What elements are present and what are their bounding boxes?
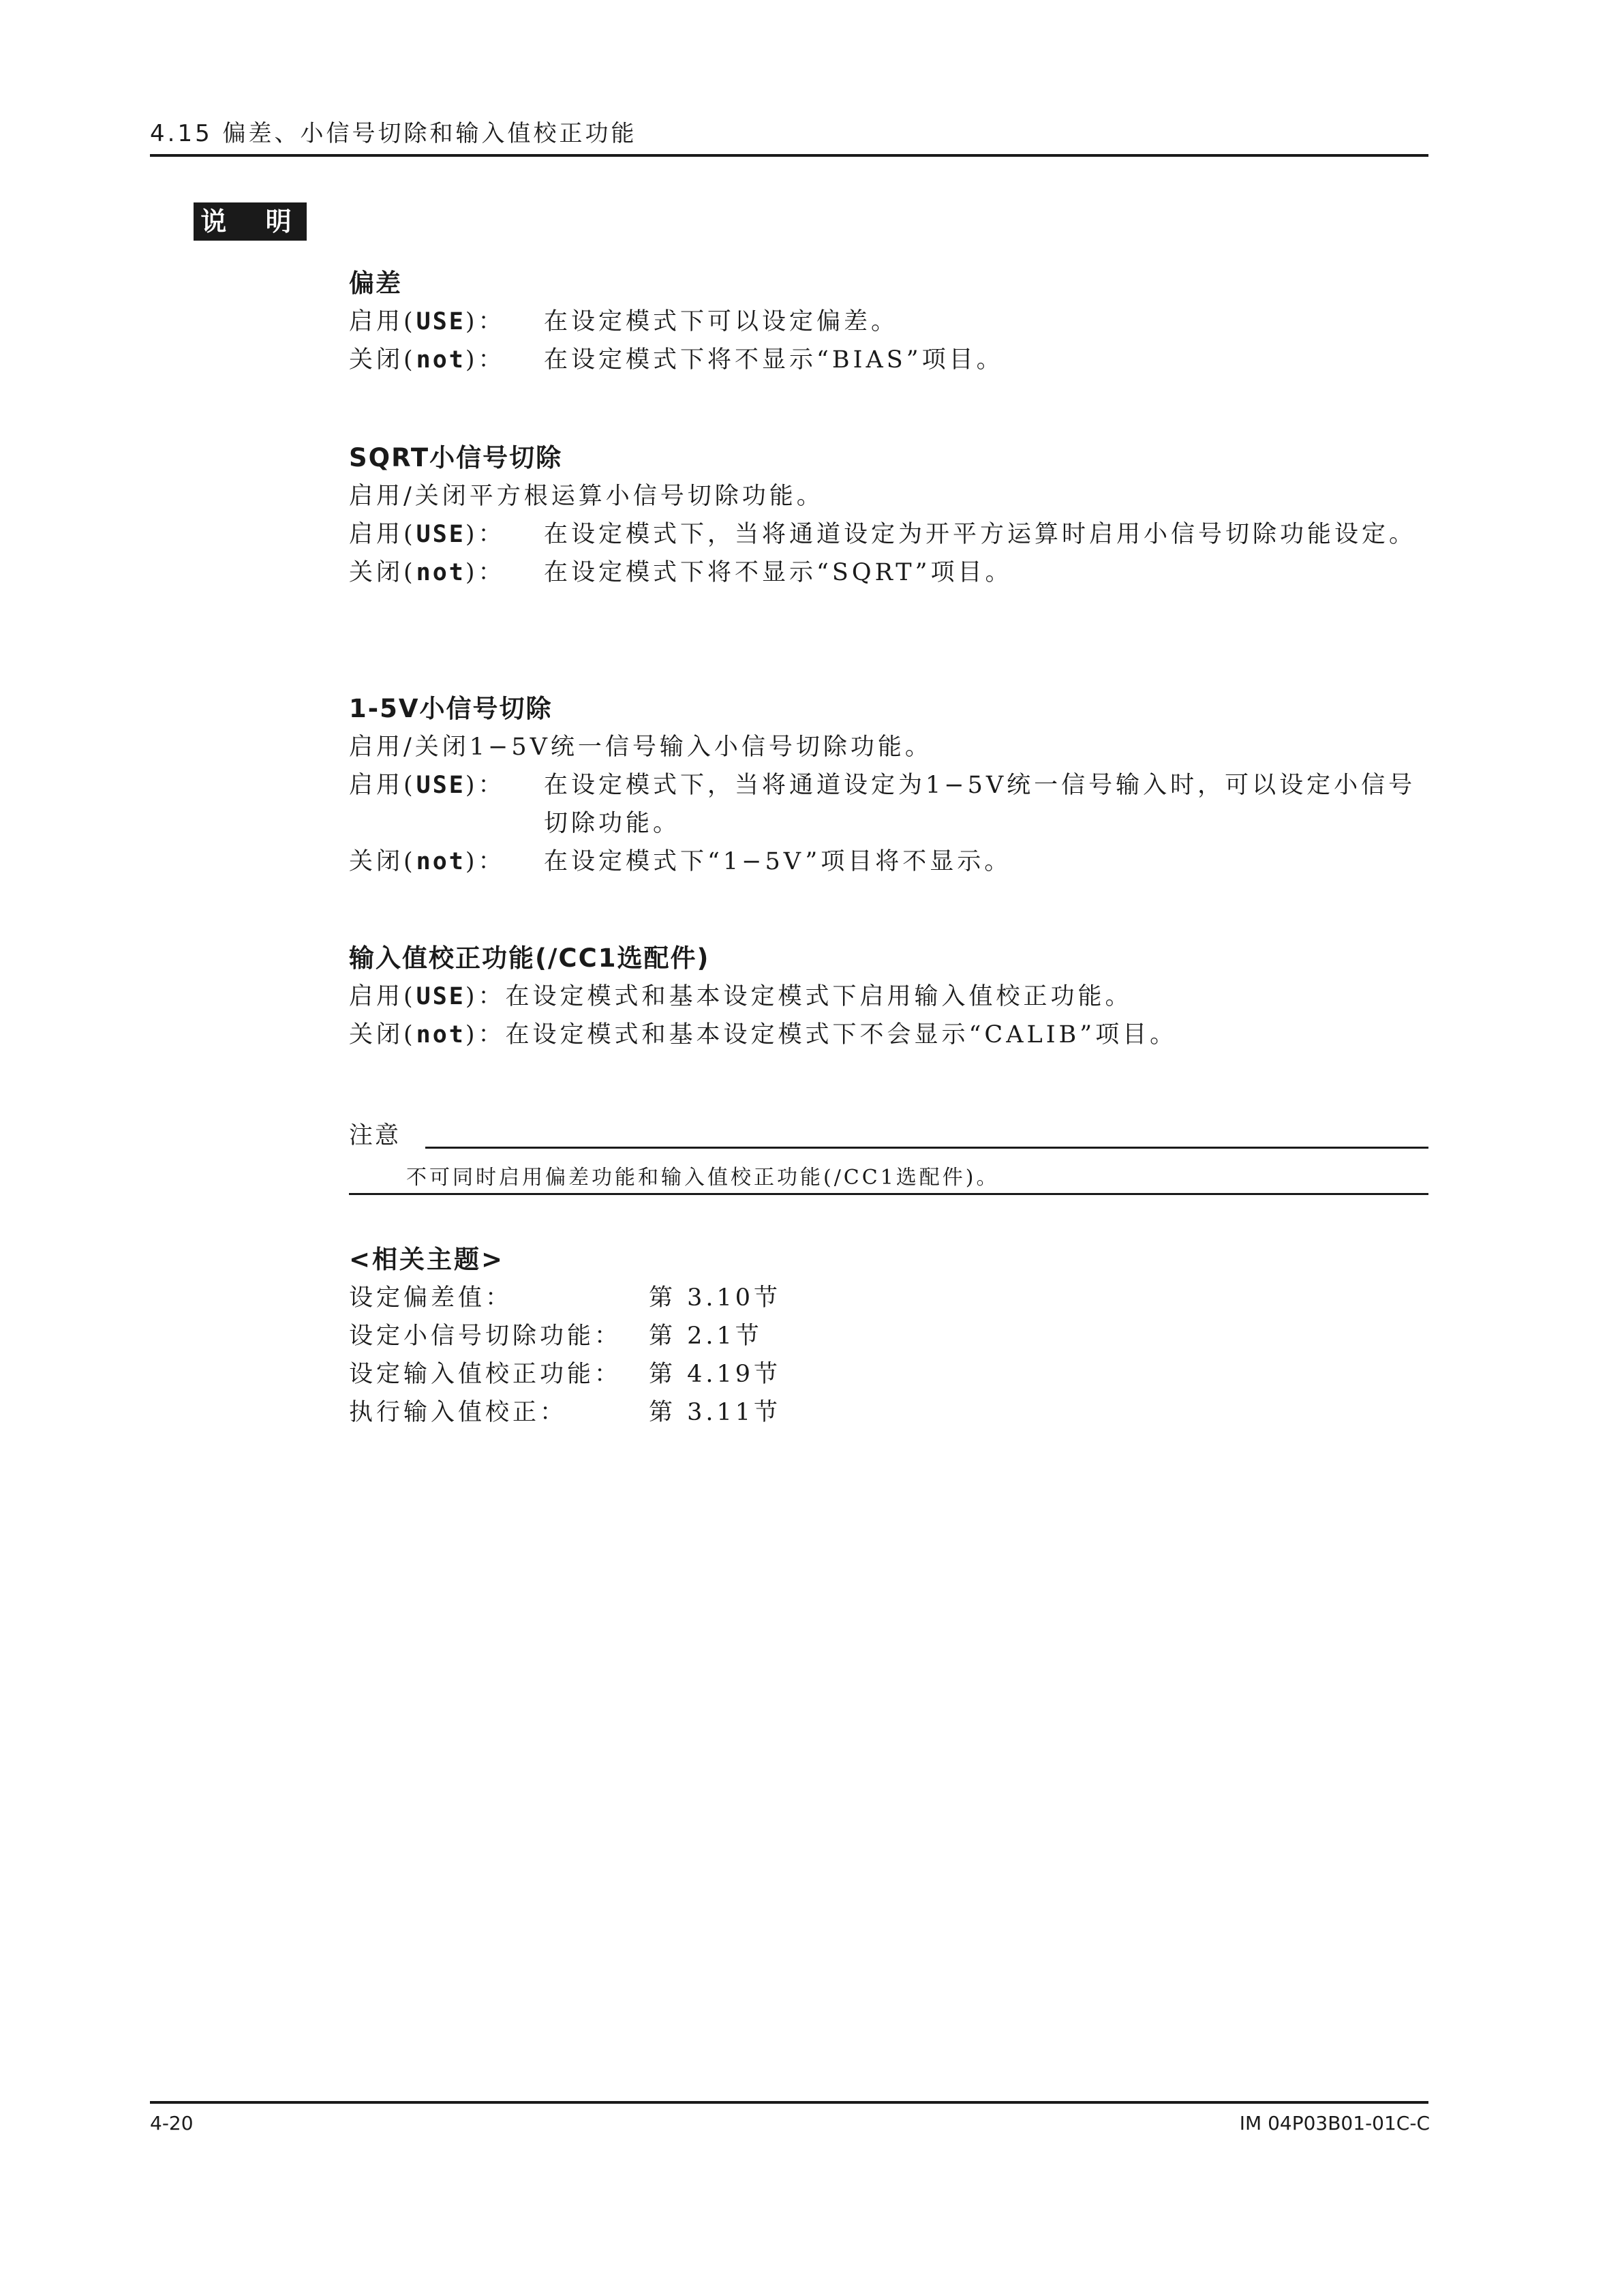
sqrt-off-row <box>349 554 1428 592</box>
sqrt-on-text: 在设定模式下，当将通道设定为开平方运算时启用小信号切除功能设定。 <box>544 521 1417 548</box>
related-topic: 设定小信号切除功能： <box>349 1323 622 1350</box>
related-topic: 执行输入值校正： <box>349 1399 568 1426</box>
lcd-use-text: USE <box>416 772 465 799</box>
related-item <box>349 1317 781 1355</box>
sqrt-on-row <box>349 515 1428 554</box>
calib-on-line: 启用(USE)：在设定模式和基本设定模式下启用输入值校正功能。 <box>349 983 1133 1010</box>
sqrt-section <box>349 439 1428 592</box>
bias-on-text: 在设定模式下可以设定偏差。 <box>544 308 899 335</box>
bias-title: 偏差 <box>349 269 402 298</box>
note-rule-top <box>425 1147 1428 1149</box>
note-rule-bottom <box>349 1193 1428 1195</box>
v15-section <box>349 690 1428 881</box>
sqrt-off-text: 在设定模式下将不显示“SQRT”项目。 <box>544 559 1013 586</box>
related-ref: 第 3.10节 <box>649 1284 782 1312</box>
bias-off-text: 在设定模式下将不显示“BIAS”项目。 <box>544 346 1004 374</box>
lcd-use-text: USE <box>416 308 465 335</box>
related-ref: 第 3.11节 <box>649 1399 782 1426</box>
bias-on-row <box>349 303 1428 341</box>
sqrt-off-label: 关闭(not)： <box>349 559 506 586</box>
bias-section <box>349 265 1428 379</box>
footer-rule <box>150 2101 1428 2104</box>
related-item <box>349 1393 781 1432</box>
related-topic: 设定输入值校正功能： <box>349 1361 622 1388</box>
page-number: 4-20 <box>150 2112 194 2134</box>
sqrt-on-label: 启用(USE)： <box>349 521 506 548</box>
document-code: IM 04P03B01-01C-C <box>1239 2112 1430 2134</box>
related-title: <相关主题> <box>349 1245 505 1274</box>
related-ref: 第 4.19节 <box>649 1361 782 1388</box>
calib-off-line: 关闭(not)：在设定模式和基本设定模式下不会显示“CALIB”项目。 <box>349 1021 1178 1048</box>
v15-on-label: 启用(USE)： <box>349 772 506 799</box>
v15-title: 1-5V小信号切除 <box>349 694 553 723</box>
lcd-use-text: USE <box>416 983 465 1010</box>
bias-off-row <box>349 341 1428 379</box>
v15-off-label: 关闭(not)： <box>349 848 506 875</box>
lcd-use-text: USE <box>416 521 465 548</box>
lcd-not-text: not <box>416 559 465 586</box>
v15-off-text: 在设定模式下“1−5V”项目将不显示。 <box>544 848 1012 875</box>
header-rule <box>150 154 1428 157</box>
related-item <box>349 1279 781 1317</box>
related-ref: 第 2.1节 <box>649 1323 763 1350</box>
v15-on-text: 在设定模式下，当将通道设定为1−5V统一信号输入时，可以设定小信号切除功能。 <box>544 772 1416 837</box>
sqrt-intro: 启用/关闭平方根运算小信号切除功能。 <box>349 483 824 510</box>
calib-off-text: 在设定模式和基本设定模式下不会显示“CALIB”项目。 <box>505 1021 1178 1048</box>
lcd-not-text: not <box>416 346 465 374</box>
sqrt-title: SQRT小信号切除 <box>349 443 563 472</box>
calib-section <box>349 939 1428 1054</box>
note-text: 不可同时启用偏差功能和输入值校正功能(/CC1选配件)。 <box>406 1166 1000 1190</box>
note-label: 注意 <box>349 1122 401 1149</box>
v15-off-row <box>349 843 1428 881</box>
v15-intro: 启用/关闭1−5V统一信号输入小信号切除功能。 <box>349 734 932 761</box>
bias-off-label: 关闭(not)： <box>349 346 506 374</box>
related-topic: 设定偏差值： <box>349 1284 513 1312</box>
related-list <box>349 1279 781 1432</box>
lcd-not-text: not <box>416 1021 465 1048</box>
lcd-not-text: not <box>416 848 465 875</box>
calib-on-text: 在设定模式和基本设定模式下启用输入值校正功能。 <box>505 983 1133 1010</box>
calib-title: 输入值校正功能(/CC1选配件) <box>349 943 710 973</box>
bias-on-label: 启用(USE)： <box>349 308 506 335</box>
v15-on-row <box>349 766 1428 843</box>
explain-badge: 说 明 <box>194 202 307 241</box>
header-title: 4.15 偏差、小信号切除和输入值校正功能 <box>150 120 637 147</box>
related-item <box>349 1355 781 1393</box>
